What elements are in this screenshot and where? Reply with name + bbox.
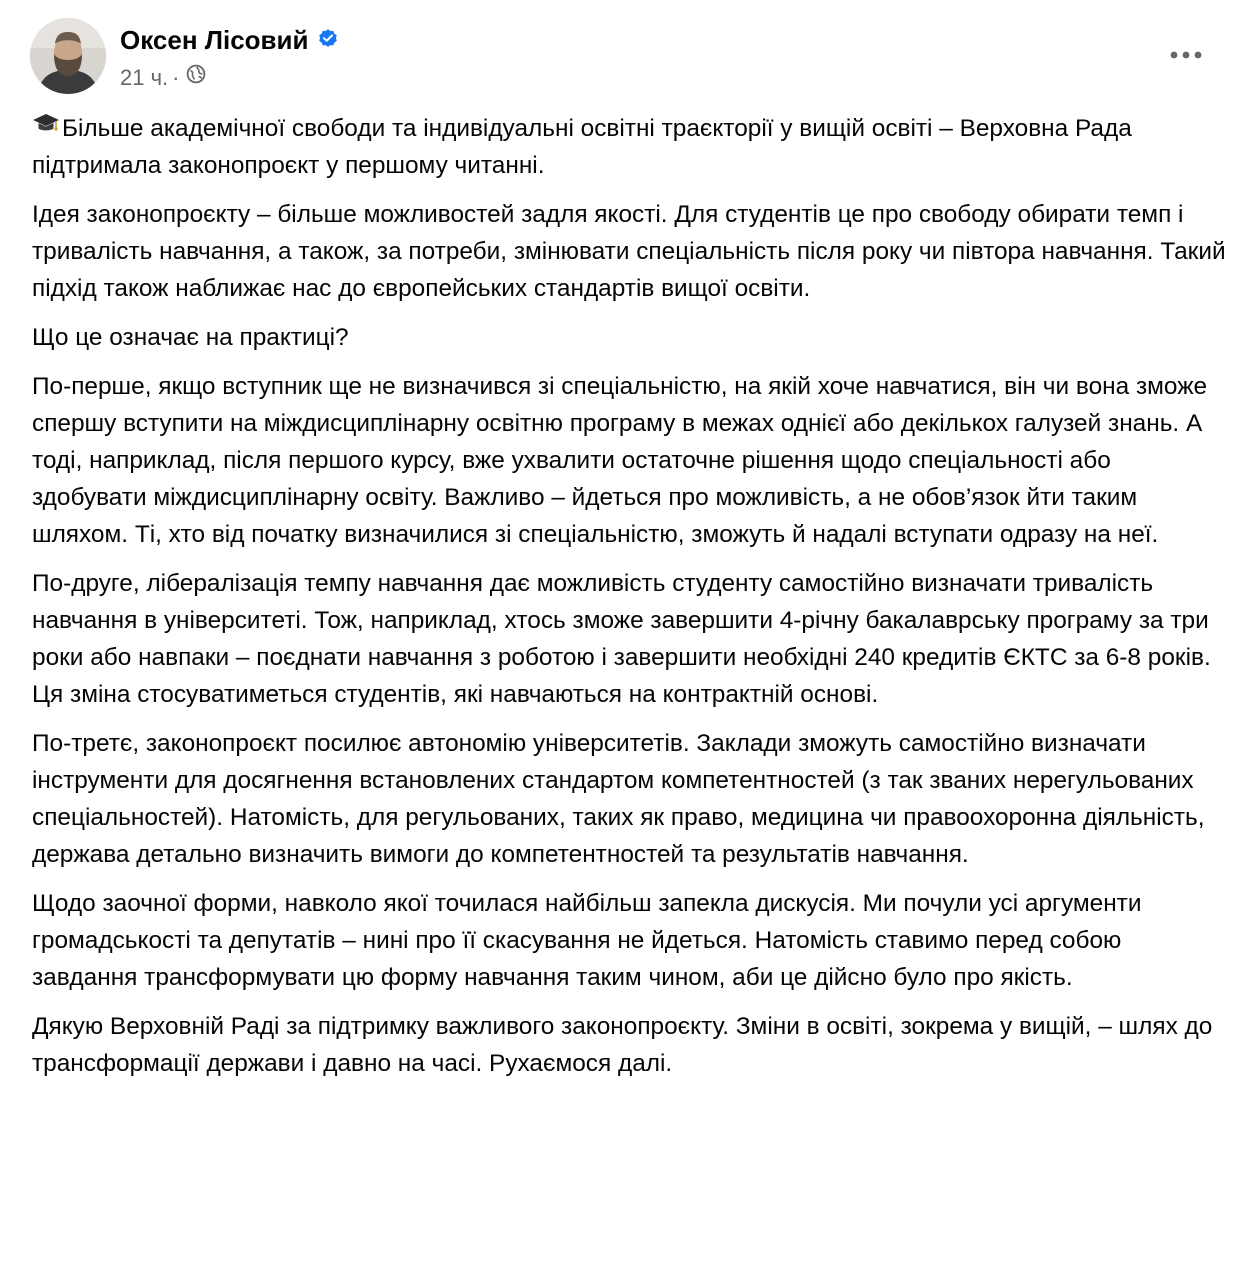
more-options-icon[interactable]	[1166, 40, 1206, 70]
post-paragraph-8: Дякую Верховній Раді за підтримку важливого законопроєкту. Зміни в освіті, зокрема у вищій, – шлях до трансформації держави і давно на часі. Рухаємося далі.	[32, 1013, 1213, 1077]
paragraph-text: Більше академічної свободи та індивідуальні освітні траєкторії у вищій освіті – Верховна Рада підтримала законопроєкт у першому читанні.	[32, 115, 1132, 179]
post-paragraph-7: Щодо заочної форми, навколо якої точилася найбільш запекла дискусія. Ми почули усі аргументи громадськості та депутатів – нині про її скасування не йдеться. Натомість ставимо перед собою завдання трансформувати цю форму навчання таким чином, аби це дійсно було про якість.	[32, 890, 1142, 991]
globe-icon[interactable]	[186, 63, 206, 91]
author-name-row	[120, 24, 339, 56]
post-paragraph-1	[32, 110, 1227, 184]
avatar-photo	[30, 18, 106, 94]
post-paragraph-6: По-третє, законопроєкт посилює автономію університетів. Заклади зможуть самостійно визначати інструменти для досягнення встановлених стандартом компетентностей (з так званих нерегульованих спеціальностей). Натомість, для регульованих, таких як право, медицина чи правоохоронна діяльність, держава детально визначить вимоги до компетентностей та результатів навчання.	[32, 730, 1205, 868]
post-paragraph-3: Що це означає на практиці?	[32, 324, 349, 351]
post-timestamp[interactable]: 21 ч.	[120, 65, 169, 90]
post-paragraph-5: По-друге, лібералізація темпу навчання дає можливість студенту самостійно визначати тривалість навчання в університеті. Тож, наприклад, хтось зможе завершити 4-річну бакалаврську програму за три роки або навпаки – поєднати навчання з роботою і завершити необхідні 240 кредитів ЄКТС за 6-8 років. Ця зміна стосуватиметься студентів, які навчаються на контрактній основі.	[32, 570, 1211, 708]
verified-badge-icon	[317, 24, 339, 56]
post-meta	[120, 64, 206, 92]
post-header	[30, 16, 1220, 100]
author-avatar[interactable]	[30, 18, 106, 94]
graduation-cap-icon	[32, 109, 60, 146]
post-text	[32, 110, 1227, 1094]
post-paragraph-4: По-перше, якщо вступник ще не визначився зі спеціальністю, на якій хоче навчатися, він чи вона зможе спершу вступити на міждисциплінарну освітню програму в межах однієї або декількох галузей знань. А тоді, наприклад, після першого курсу, вже ухвалити остаточне рішення щодо спеціальності або здобувати міждисциплінарну освіту. Важливо – йдеться про можливість, а не обов’язок йти таким шляхом. Ті, хто від початку визначилися зі спеціальністю, зможуть й надалі вступати одразу на неї.	[32, 373, 1208, 548]
post-paragraph-2: Ідея законопроєкту – більше можливостей задля якості. Для студентів це про свободу обирати темп і тривалість навчання, а також, за потреби, змінювати спеціальність після року чи півтора навчання. Такий підхід також наближає нас до європейських стандартів вищої освіти.	[32, 201, 1226, 302]
author-name[interactable]: Оксен Лісовий	[120, 25, 309, 55]
meta-separator: ·	[172, 65, 180, 90]
